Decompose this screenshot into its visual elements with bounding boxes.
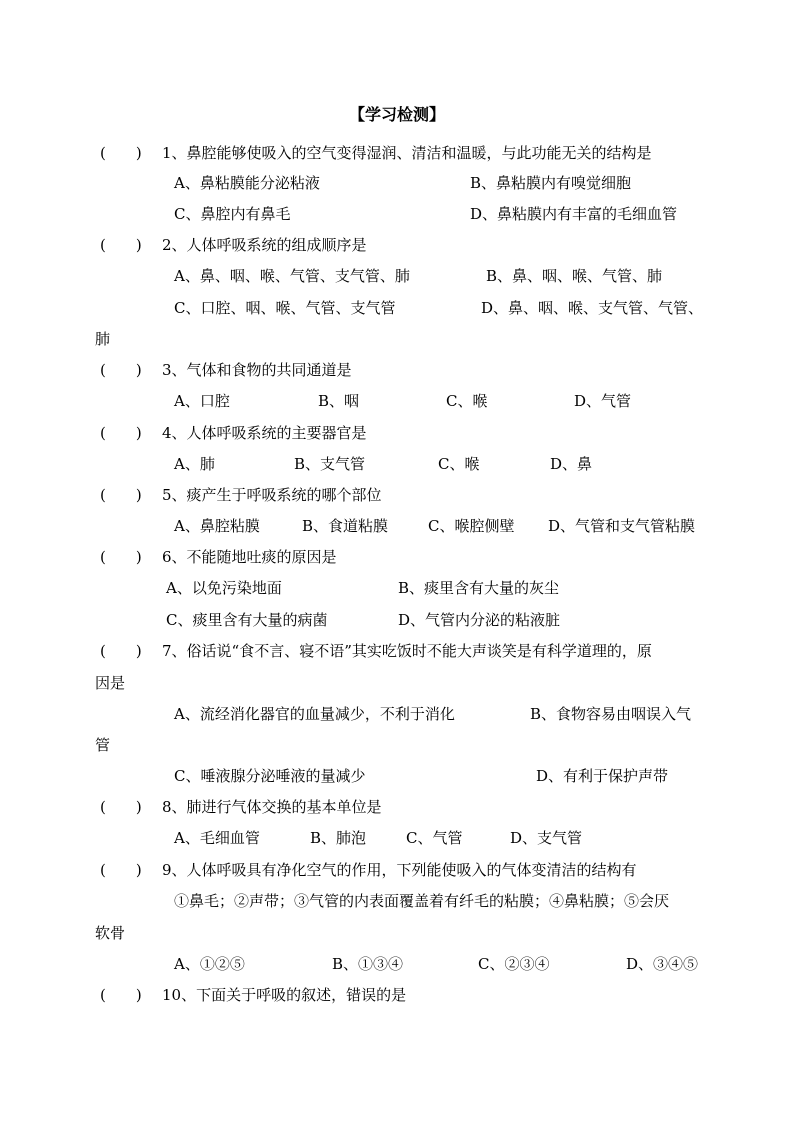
option[interactable]: A、鼻粘膜能分泌粘液 [174, 174, 320, 192]
answer-blank[interactable]: ( ) [100, 642, 142, 660]
option[interactable]: D、有利于保护声带 [536, 767, 669, 785]
option[interactable]: B、①③④ [332, 955, 404, 973]
question-3: ( ) 3、气体和食物的共同通道是 [100, 361, 352, 379]
option[interactable]: B、食物容易由咽误入气 [530, 705, 692, 723]
option[interactable]: C、痰里含有大量的病菌 [166, 611, 328, 629]
answer-blank[interactable]: ( ) [100, 986, 142, 1004]
option[interactable]: B、鼻粘膜内有嗅觉细胞 [470, 174, 632, 192]
question-2: ( ) 2、人体呼吸系统的组成顺序是 [100, 236, 367, 254]
option[interactable]: B、鼻、咽、喉、气管、肺 [486, 267, 663, 285]
question-8: ( ) 8、肺进行气体交换的基本单位是 [100, 798, 382, 816]
answer-blank[interactable]: ( ) [100, 361, 142, 379]
option[interactable]: C、口腔、咽、喉、气管、支气管 [174, 299, 396, 317]
option[interactable]: D、气管 [574, 392, 632, 410]
wrapped-text: 软骨 [95, 924, 126, 942]
option[interactable]: D、鼻 [550, 455, 593, 473]
option[interactable]: D、气管内分泌的粘液脏 [398, 611, 561, 629]
wrapped-text: 肺 [95, 330, 111, 348]
answer-blank[interactable]: ( ) [100, 424, 142, 442]
option[interactable]: C、鼻腔内有鼻毛 [174, 205, 291, 223]
question-7: ( ) 7、俗话说“食不言、寝不语”其实吃饭时不能大声谈笑是有科学道理的，原 [100, 642, 652, 660]
answer-blank[interactable]: ( ) [100, 486, 142, 504]
option[interactable]: A、鼻、咽、喉、气管、支气管、肺 [174, 267, 410, 285]
option[interactable]: A、口腔 [174, 392, 230, 410]
option[interactable]: A、鼻腔粘膜 [174, 517, 260, 535]
option[interactable]: C、喉腔侧壁 [428, 517, 515, 535]
question-6: ( ) 6、不能随地吐痰的原因是 [100, 548, 337, 566]
option[interactable]: A、毛细血管 [174, 829, 260, 847]
option[interactable]: B、肺泡 [310, 829, 367, 847]
option[interactable]: A、以免污染地面 [166, 579, 282, 597]
option[interactable]: D、气管和支气管粘膜 [548, 517, 696, 535]
option[interactable]: A、①②⑤ [174, 955, 245, 973]
option[interactable]: B、支气管 [294, 455, 366, 473]
question-4: ( ) 4、人体呼吸系统的主要器官是 [100, 424, 367, 442]
question-9: ( ) 9、人体呼吸具有净化空气的作用，下列能使吸入的气体变清洁的结构有 [100, 861, 637, 879]
answer-blank[interactable]: ( ) [100, 236, 142, 254]
option[interactable]: C、唾液腺分泌唾液的量减少 [174, 767, 366, 785]
option[interactable]: D、鼻粘膜内有丰富的毛细血管 [470, 205, 678, 223]
question-5: ( ) 5、痰产生于呼吸系统的哪个部位 [100, 486, 382, 504]
option[interactable]: A、肺 [174, 455, 215, 473]
option[interactable]: C、喉 [438, 455, 480, 473]
question-10: ( ) 10、下面关于呼吸的叙述，错误的是 [100, 986, 407, 1004]
wrapped-text: 管 [95, 736, 111, 754]
option[interactable]: D、③④⑤ [626, 955, 699, 973]
option[interactable]: B、痰里含有大量的灰尘 [398, 579, 560, 597]
page-title: 【学习检测】 [348, 105, 445, 124]
option[interactable]: C、②③④ [478, 955, 550, 973]
wrapped-text: 因是 [95, 674, 126, 692]
option[interactable]: D、支气管 [510, 829, 583, 847]
answer-blank[interactable]: ( ) [100, 861, 142, 879]
question-1: ( ) 1、鼻腔能够使吸入的空气变得湿润、清洁和温暖，与此功能无关的结构是 [100, 144, 652, 162]
option[interactable]: C、喉 [446, 392, 488, 410]
answer-blank[interactable]: ( ) [100, 798, 142, 816]
option[interactable]: D、鼻、咽、喉、支气管、气管、 [481, 299, 704, 317]
answer-blank[interactable]: ( ) [100, 144, 142, 162]
option[interactable]: B、食道粘膜 [302, 517, 389, 535]
item-list: ①鼻毛；②声带；③气管的内表面覆盖着有纤毛的粘膜；④鼻粘膜；⑤会厌 [174, 892, 670, 910]
option[interactable]: B、咽 [318, 392, 360, 410]
answer-blank[interactable]: ( ) [100, 548, 142, 566]
option[interactable]: A、流经消化器官的血量减少，不利于消化 [174, 705, 455, 723]
option[interactable]: C、气管 [406, 829, 463, 847]
